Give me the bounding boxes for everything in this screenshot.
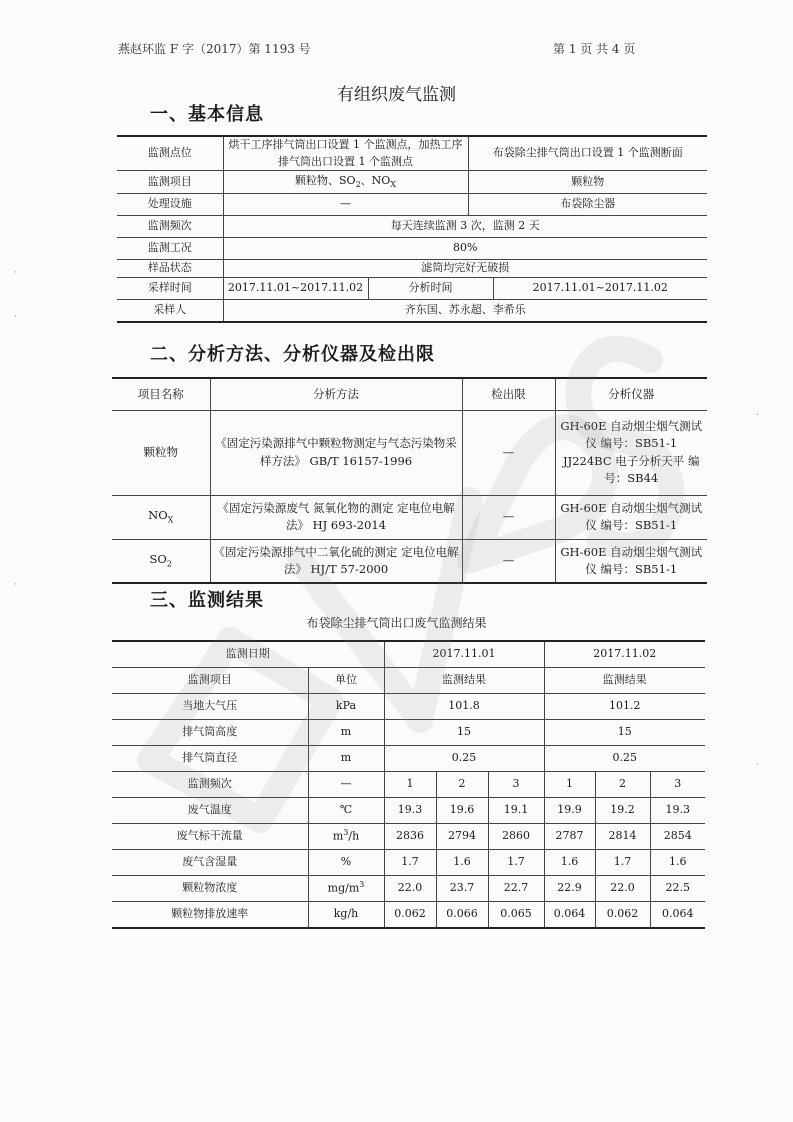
table-row	[112, 694, 705, 720]
scan-mark: ·	[14, 580, 17, 590]
column-header: 监测结果	[384, 668, 544, 694]
column-header: 分析仪器	[555, 378, 707, 410]
sampler-names: 齐东国、苏永超、李希乐	[223, 300, 707, 322]
text: 、NO	[360, 173, 391, 187]
table-row	[117, 136, 707, 171]
table-row	[112, 798, 705, 824]
scan-mark: ·	[756, 410, 759, 420]
frequency-value: 每天连续监测 3 次，监测 2 天	[223, 216, 707, 238]
table-row	[117, 278, 707, 300]
row-label: 监测项目	[117, 171, 223, 194]
value: 1.7	[384, 850, 436, 876]
value: 3	[650, 772, 705, 798]
column-header: 监测项目	[112, 668, 308, 694]
detection-limit: —	[462, 410, 555, 495]
row-label: 样品状态	[117, 260, 223, 278]
unit: %	[308, 850, 384, 876]
row-label: 采样时间	[117, 278, 223, 300]
value: 15	[384, 720, 544, 746]
value: 2787	[544, 824, 595, 850]
text: mg/m	[327, 882, 360, 896]
table-row	[117, 300, 707, 322]
table-row	[112, 668, 705, 694]
value: 22.7	[488, 876, 544, 902]
value: 19.6	[436, 798, 488, 824]
superscript: 3	[359, 880, 365, 890]
monitoring-items-a	[223, 171, 468, 194]
table-row	[112, 720, 705, 746]
table-row	[117, 238, 707, 260]
text: 颗粒物、SO	[295, 173, 356, 187]
instrument-text: JJ224BC 电子分析天平 编号：SB44	[563, 453, 700, 485]
table-row	[112, 824, 705, 850]
subscript: 2	[166, 559, 172, 569]
value: 0.062	[384, 902, 436, 929]
table-row	[112, 902, 705, 929]
value: 0.25	[384, 746, 544, 772]
row-label: 监测频次	[112, 772, 308, 798]
value: 2814	[595, 824, 650, 850]
row-label: 颗粒物浓度	[112, 876, 308, 902]
value: 1.6	[544, 850, 595, 876]
table-row	[117, 194, 707, 216]
value: 19.1	[488, 798, 544, 824]
value: 23.7	[436, 876, 488, 902]
condition-value: 80%	[223, 238, 707, 260]
text: /h	[348, 830, 360, 844]
methods-table	[112, 377, 707, 584]
row-label: 废气含湿量	[112, 850, 308, 876]
treatment-a: —	[223, 194, 468, 216]
scan-mark: ·	[14, 312, 17, 322]
table-row	[112, 539, 707, 583]
value: 1.6	[436, 850, 488, 876]
monitoring-point-b: 布袋除尘排气筒出口设置 1 个监测断面	[468, 136, 707, 171]
scan-mark: ·	[756, 760, 759, 770]
value: 0.064	[650, 902, 705, 929]
value: 22.0	[595, 876, 650, 902]
value: 101.8	[384, 694, 544, 720]
text: NO	[148, 508, 168, 523]
document-number: 燕赵环监 F 字（2017）第 1193 号	[118, 42, 311, 56]
value: 15	[544, 720, 705, 746]
value: 0.062	[595, 902, 650, 929]
value: 22.0	[384, 876, 436, 902]
value: 1.7	[595, 850, 650, 876]
value: 22.9	[544, 876, 595, 902]
item-name: 颗粒物	[112, 410, 210, 495]
unit	[308, 824, 384, 850]
column-header: 监测结果	[544, 668, 705, 694]
row-label: 排气筒直径	[112, 746, 308, 772]
superscript: 3	[343, 828, 349, 838]
instrument-cell	[555, 410, 707, 495]
method-text: 《固定污染源废气 氮氧化物的测定 定电位电解法》 HJ 693-2014	[210, 495, 462, 539]
value: 22.5	[650, 876, 705, 902]
instrument-text: GH-60E 自动烟尘烟气测试仪 编号：SB51-1	[555, 495, 707, 539]
item-name	[112, 495, 210, 539]
row-label: 监测频次	[117, 216, 223, 238]
instrument-text: GH-60E 自动烟尘烟气测试仪 编号：SB51-1	[555, 539, 707, 583]
unit: m	[308, 720, 384, 746]
section-title-basic-info: 一、基本信息	[150, 104, 264, 125]
method-text: 《固定污染源排气中二氧化硫的测定 定电位电解法》 HJ/T 57-2000	[210, 539, 462, 583]
table-row	[112, 641, 705, 668]
row-label: 废气温度	[112, 798, 308, 824]
date-day-2: 2017.11.02	[544, 641, 705, 668]
value: 3	[488, 772, 544, 798]
subscript: X	[167, 515, 174, 525]
table-row	[112, 772, 705, 798]
scan-mark: ·	[14, 268, 17, 278]
results-caption: 布袋除尘排气筒出口废气监测结果	[306, 616, 487, 630]
item-name	[112, 539, 210, 583]
unit: kPa	[308, 694, 384, 720]
value: 0.25	[544, 746, 705, 772]
instrument-text: GH-60E 自动烟尘烟气测试仪 编号：SB51-1	[560, 419, 703, 451]
treatment-b: 布袋除尘器	[468, 194, 707, 216]
row-label: 监测点位	[117, 136, 223, 171]
unit: —	[308, 772, 384, 798]
value: 1	[544, 772, 595, 798]
page-indicator: 第 1 页 共 4 页	[553, 42, 636, 56]
sampling-time-value: 2017.11.01~2017.11.02	[223, 278, 368, 300]
row-label: 颗粒物排放速率	[112, 902, 308, 929]
value: 19.3	[650, 798, 705, 824]
basic-info-table	[117, 135, 707, 323]
value: 1	[384, 772, 436, 798]
table-row	[112, 876, 705, 902]
table-row	[112, 850, 705, 876]
row-label: 废气标干流量	[112, 824, 308, 850]
date-label: 监测日期	[112, 641, 384, 668]
value: 2	[436, 772, 488, 798]
table-row	[117, 216, 707, 238]
monitoring-items-b: 颗粒物	[468, 171, 707, 194]
table-header-row	[112, 378, 707, 410]
value: 19.3	[384, 798, 436, 824]
column-header: 分析方法	[210, 378, 462, 410]
value: 0.066	[436, 902, 488, 929]
monitoring-point-a: 烘干工序排气筒出口设置 1 个监测点，加热工序排气筒出口设置 1 个监测点	[223, 136, 468, 171]
table-row	[117, 171, 707, 194]
row-label-analysis-time: 分析时间	[368, 278, 493, 300]
value: 19.9	[544, 798, 595, 824]
section-title-results: 三、监测结果	[150, 590, 264, 611]
value: 2836	[384, 824, 436, 850]
column-header: 单位	[308, 668, 384, 694]
value: 1.7	[488, 850, 544, 876]
unit: m	[308, 746, 384, 772]
subscript: X	[390, 180, 397, 190]
table-row	[117, 260, 707, 278]
analysis-time-value: 2017.11.01~2017.11.02	[493, 278, 707, 300]
method-text: 《固定污染源排气中颗粒物测定与气态污染物采样方法》 GB/T 16157-1996	[210, 410, 462, 495]
detection-limit: —	[462, 539, 555, 583]
subscript: 2	[355, 180, 361, 190]
value: 1.6	[650, 850, 705, 876]
value: 2794	[436, 824, 488, 850]
value: 19.2	[595, 798, 650, 824]
results-table	[112, 640, 705, 929]
row-label: 采样人	[117, 300, 223, 322]
value: 0.065	[488, 902, 544, 929]
text: m	[332, 830, 344, 844]
value: 2854	[650, 824, 705, 850]
column-header: 检出限	[462, 378, 555, 410]
text: SO	[149, 552, 167, 567]
unit: ℃	[308, 798, 384, 824]
sample-state-value: 滤筒均完好无破损	[223, 260, 707, 278]
column-header: 项目名称	[112, 378, 210, 410]
value: 0.064	[544, 902, 595, 929]
row-label: 处理设施	[117, 194, 223, 216]
value: 2860	[488, 824, 544, 850]
value: 101.2	[544, 694, 705, 720]
detection-limit: —	[462, 495, 555, 539]
page-title: 有组织废气监测	[337, 85, 456, 105]
row-label: 排气筒高度	[112, 720, 308, 746]
table-row	[112, 410, 707, 495]
table-row	[112, 495, 707, 539]
unit: kg/h	[308, 902, 384, 929]
unit	[308, 876, 384, 902]
row-label: 监测工况	[117, 238, 223, 260]
value: 2	[595, 772, 650, 798]
date-day-1: 2017.11.01	[384, 641, 544, 668]
row-label: 当地大气压	[112, 694, 308, 720]
table-row	[112, 746, 705, 772]
section-title-methods: 二、分析方法、分析仪器及检出限	[150, 344, 435, 365]
